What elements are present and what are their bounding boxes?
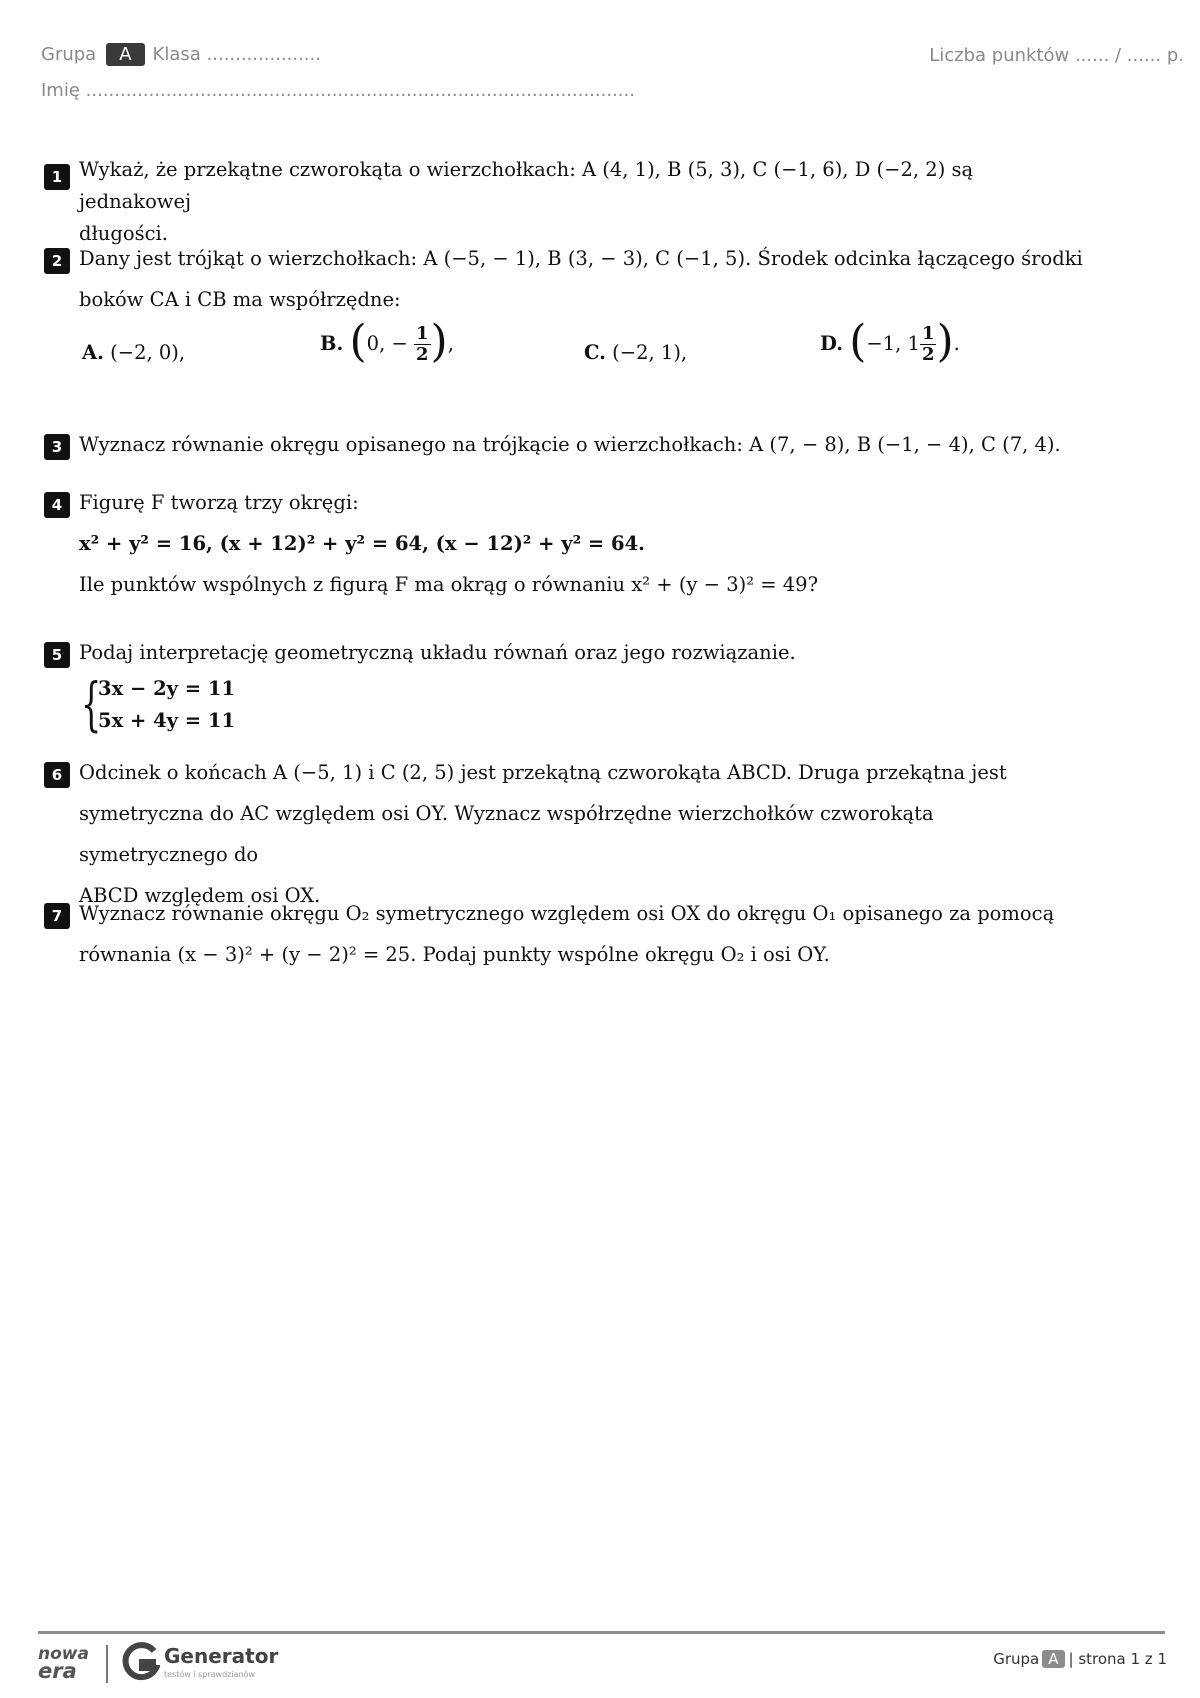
class-field[interactable]: .................... [206,44,321,65]
equation: 5x + 4y = 11 [98,709,236,732]
answer-value: (−2, 1), [612,341,688,364]
footer-page-info: Grupa A | strona 1 z 1 [993,1650,1167,1668]
answer-value: (−2, 0), [110,341,186,364]
footer-group-badge: A [1042,1650,1064,1668]
answer-b[interactable]: B. (0, − $\frac{1}{2}$ ), [320,316,454,367]
task-text: Figurę F tworzą trzy okręgi: [79,491,359,514]
task-number: 5 [44,642,70,668]
task-text: równania (x − 3)² + (y − 2)² = 25. Podaj punkty wspólne okręgu O₂ i osi OY. [79,943,830,966]
task-text: Wyznacz równanie okręgu opisanego na trójkącie o wierzchołkach: A (7, − 8), B (−1, − 4), C (7, 4). [79,433,1061,456]
answer-value: −1, 1 [866,332,920,355]
equation-system [81,670,1084,738]
generator-logo: Generator testów i sprawdzianów [122,1642,160,1686]
fraction: $\frac{1}{2}$ [921,323,935,365]
equation: 3x − 2y = 11 [98,677,236,700]
answer-d[interactable]: D. (−1, 1 $\frac{1}{2}$ ). [820,316,960,367]
answer-value: 0, − [366,332,408,355]
name-label: Imię [41,80,80,101]
nowa-era-logo: nowa era [38,1644,89,1683]
task-7 [44,893,1084,975]
answer-label: A. [82,341,104,364]
answer-label: B. [320,332,344,355]
answer-label: D. [820,332,844,355]
answer-a[interactable] [82,332,185,373]
answer-options [82,316,1084,390]
logo-separator [106,1645,108,1683]
task-text: Dany jest trójkąt o wierzchołkach: A (−5, − 1), B (3, − 3), C (−1, 5). Środek odcinka łączącego środki [79,247,1083,270]
task-6 [44,752,1084,916]
task-text: Wyznacz równanie okręgu O₂ symetrycznego względem osi OX do okręgu O₁ opisanego za pomocą [79,902,1055,925]
brace-icon: { [81,670,102,738]
group-badge: A [106,43,144,66]
task-number: 2 [44,248,70,274]
task-text: długości. [79,222,168,245]
points-label: Liczba punktów [929,45,1070,66]
task-3 [44,424,1084,465]
task-number: 3 [44,434,70,460]
name-field[interactable]: ................................................................................................ [85,80,635,101]
task-2 [44,238,1084,390]
task-1 [44,154,1084,250]
task-text: Odcinek o końcach A (−5, 1) i C (2, 5) jest przekątną czworokąta ABCD. Druga przekątna jest [79,761,1007,784]
task-number: 6 [44,762,70,788]
header-name [41,80,635,101]
answer-label: C. [584,341,606,364]
group-label: Grupa [41,44,97,65]
answer-c[interactable] [584,332,687,373]
header-points [929,45,1184,66]
task-text: Wykaż, że przekątne czworokąta o wierzchołkach: A (4, 1), B (5, 3), C (−1, 6), D (−2, 2) są jednakowej [79,158,974,213]
task-text: Ile punktów wspólnych z figurą F ma okrąg o równaniu x² + (y − 3)² = 49? [79,573,819,596]
points-field[interactable]: ...... / ...... p. [1074,45,1184,66]
task-math: x² + y² = 16, (x + 12)² + y² = 64, (x − 12)² + y² = 64. [79,532,645,555]
class-label: Klasa [152,44,201,65]
footer-divider [38,1631,1165,1634]
task-text: boków CA i CB ma współrzędne: [79,288,401,311]
task-5 [44,632,1084,737]
header-group-class [41,43,321,66]
task-4 [44,482,1084,605]
task-number: 4 [44,492,70,518]
task-text: ABCD względem osi OX. [79,884,321,907]
task-text: symetryczna do AC względem osi OY. Wyznacz współrzędne wierzchołków czworokąta symetrycznego do [79,802,934,866]
fraction: $\frac{1}{2}$ [416,323,429,365]
task-number: 1 [44,164,70,190]
generator-g-icon [122,1642,160,1682]
task-text: Podaj interpretację geometryczną układu równań oraz jego rozwiązanie. [79,641,796,664]
task-number: 7 [44,903,70,929]
